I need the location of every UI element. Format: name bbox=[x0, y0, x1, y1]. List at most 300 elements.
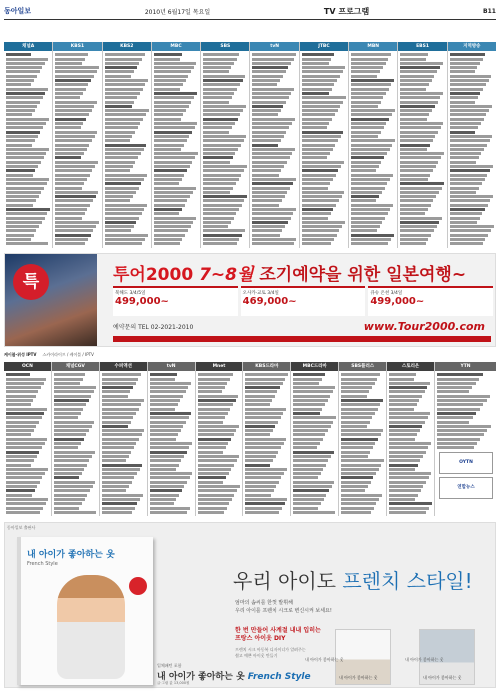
program-line bbox=[341, 378, 377, 381]
program-line bbox=[154, 53, 183, 56]
program-line bbox=[203, 109, 243, 112]
program-line bbox=[54, 378, 83, 381]
program-line bbox=[450, 212, 483, 215]
program-line bbox=[302, 79, 337, 82]
program-line bbox=[55, 79, 91, 82]
program-line bbox=[450, 208, 485, 211]
program-line bbox=[54, 373, 86, 376]
program-line bbox=[351, 122, 386, 125]
program-line bbox=[450, 83, 486, 86]
program-line bbox=[245, 502, 284, 505]
program-line bbox=[450, 221, 477, 224]
channel-column bbox=[52, 362, 100, 516]
program-line bbox=[341, 485, 368, 488]
program-line bbox=[302, 75, 340, 78]
program-line bbox=[293, 433, 325, 436]
program-line bbox=[341, 421, 370, 424]
program-line bbox=[102, 485, 129, 488]
program-line bbox=[450, 144, 487, 147]
program-line bbox=[150, 455, 184, 458]
program-line bbox=[6, 386, 41, 389]
program-line bbox=[302, 113, 335, 116]
program-line bbox=[203, 105, 246, 108]
program-line bbox=[400, 58, 425, 61]
program-line bbox=[302, 238, 334, 241]
program-line bbox=[302, 242, 331, 245]
program-line bbox=[198, 425, 239, 428]
program-line bbox=[400, 161, 438, 164]
book-title-ko: 내 아이가 좋아하는 옷 bbox=[157, 672, 245, 682]
program-line bbox=[6, 109, 35, 112]
program-line bbox=[198, 395, 239, 398]
channel-header: JTBC bbox=[300, 42, 348, 51]
program-listing bbox=[152, 51, 200, 245]
program-line bbox=[6, 208, 50, 211]
program-line bbox=[245, 511, 279, 514]
program-line bbox=[437, 412, 476, 415]
program-line bbox=[389, 468, 415, 471]
program-line bbox=[400, 144, 429, 147]
program-line bbox=[6, 390, 38, 393]
program-line bbox=[55, 148, 86, 151]
program-line bbox=[252, 217, 290, 220]
program-line bbox=[55, 58, 85, 61]
program-line bbox=[400, 169, 433, 172]
program-line bbox=[293, 459, 328, 462]
program-line bbox=[341, 403, 380, 406]
program-line bbox=[198, 502, 230, 505]
program-line bbox=[450, 234, 489, 237]
program-line bbox=[351, 208, 390, 211]
program-line bbox=[450, 105, 492, 108]
program-line bbox=[105, 204, 148, 207]
program-line bbox=[450, 165, 493, 168]
channel-column bbox=[250, 42, 299, 248]
program-line bbox=[389, 412, 430, 415]
program-line bbox=[54, 399, 89, 402]
program-line bbox=[105, 199, 131, 202]
program-line bbox=[154, 229, 188, 232]
program-line bbox=[203, 204, 242, 207]
program-line bbox=[150, 429, 181, 432]
program-line bbox=[154, 131, 192, 134]
program-line bbox=[198, 416, 226, 419]
program-line bbox=[302, 109, 338, 112]
program-line bbox=[55, 135, 94, 138]
program-line bbox=[389, 511, 426, 514]
program-line bbox=[150, 403, 178, 406]
program-line bbox=[102, 399, 144, 402]
program-line bbox=[341, 386, 372, 389]
program-line bbox=[252, 148, 295, 151]
ad-offer bbox=[113, 286, 238, 316]
book-note bbox=[235, 647, 306, 659]
program-line bbox=[154, 178, 182, 181]
program-line bbox=[102, 502, 138, 505]
program-line bbox=[351, 113, 392, 116]
program-line bbox=[341, 395, 366, 398]
cover-subtitle: French Style bbox=[27, 561, 58, 567]
program-line bbox=[6, 403, 31, 406]
channel-column bbox=[448, 42, 496, 248]
program-listing bbox=[448, 51, 496, 245]
program-line bbox=[400, 165, 435, 168]
program-line bbox=[252, 178, 295, 181]
program-line bbox=[150, 498, 177, 501]
program-line bbox=[293, 378, 322, 381]
program-line bbox=[293, 438, 322, 441]
program-line bbox=[6, 446, 42, 449]
offer-name: 북해도 3/4/5일 bbox=[115, 291, 146, 296]
program-line bbox=[351, 79, 394, 82]
program-line bbox=[302, 199, 339, 202]
program-line bbox=[54, 386, 97, 389]
program-line bbox=[252, 62, 291, 65]
program-line bbox=[252, 174, 278, 177]
program-line bbox=[400, 152, 443, 155]
channel-column bbox=[243, 362, 291, 516]
program-line bbox=[198, 511, 224, 514]
program-line bbox=[6, 187, 44, 190]
program-line bbox=[252, 83, 277, 86]
program-line bbox=[55, 217, 82, 220]
program-line bbox=[105, 182, 142, 185]
program-line bbox=[351, 195, 379, 198]
program-line bbox=[6, 144, 32, 147]
program-line bbox=[252, 88, 294, 91]
program-line bbox=[203, 199, 244, 202]
program-line bbox=[102, 425, 128, 428]
offer-name: 큐슈 온천 3/4일 bbox=[370, 291, 403, 296]
program-line bbox=[150, 416, 189, 419]
program-line bbox=[351, 161, 381, 164]
program-line bbox=[389, 416, 428, 419]
program-line bbox=[450, 92, 481, 95]
program-line bbox=[105, 144, 147, 147]
program-line bbox=[55, 70, 96, 73]
program-line bbox=[400, 53, 428, 56]
program-line bbox=[105, 161, 136, 164]
channel-header: OCN bbox=[4, 362, 51, 371]
program-line bbox=[341, 481, 370, 484]
program-line bbox=[245, 442, 283, 445]
program-line bbox=[450, 156, 479, 159]
program-line bbox=[154, 234, 185, 237]
channel-column bbox=[201, 42, 250, 248]
channel-logo-box: OYTN bbox=[439, 452, 493, 474]
program-line bbox=[105, 79, 148, 82]
program-line bbox=[6, 66, 42, 69]
program-line bbox=[105, 53, 145, 56]
program-line bbox=[437, 425, 491, 428]
page-header bbox=[4, 4, 496, 18]
program-line bbox=[351, 169, 376, 172]
program-line bbox=[245, 425, 275, 428]
program-line bbox=[302, 105, 341, 108]
program-line bbox=[55, 101, 97, 104]
program-line bbox=[6, 408, 47, 411]
program-line bbox=[302, 118, 332, 121]
program-line bbox=[6, 382, 44, 385]
program-line bbox=[105, 75, 132, 78]
program-line bbox=[102, 464, 142, 467]
headline-pre: 우리 아이도 bbox=[233, 569, 336, 593]
program-listing bbox=[387, 371, 434, 514]
program-line bbox=[105, 187, 139, 190]
program-line bbox=[351, 126, 384, 129]
program-line bbox=[341, 429, 383, 432]
program-line bbox=[6, 373, 30, 376]
copy-line: 엄마의 솜씨를 한껏 발휘해 bbox=[235, 600, 293, 606]
program-line bbox=[203, 58, 237, 61]
program-line bbox=[389, 395, 422, 398]
program-line bbox=[293, 412, 319, 415]
program-line bbox=[154, 105, 189, 108]
program-line bbox=[245, 421, 277, 424]
program-line bbox=[252, 204, 279, 207]
program-line bbox=[54, 433, 86, 436]
program-line bbox=[154, 217, 196, 220]
program-line bbox=[400, 204, 430, 207]
program-line bbox=[351, 66, 383, 69]
program-line bbox=[341, 476, 373, 479]
program-line bbox=[389, 455, 423, 458]
program-line bbox=[400, 126, 440, 129]
program-line bbox=[341, 373, 380, 376]
program-line bbox=[302, 221, 345, 224]
program-line bbox=[6, 476, 42, 479]
program-line bbox=[252, 221, 287, 224]
program-line bbox=[341, 451, 370, 454]
program-line bbox=[6, 156, 44, 159]
program-line bbox=[351, 204, 393, 207]
program-line bbox=[6, 152, 46, 155]
program-line bbox=[105, 88, 143, 91]
program-line bbox=[389, 421, 425, 424]
program-line bbox=[198, 485, 240, 488]
program-line bbox=[302, 122, 330, 125]
program-line bbox=[154, 113, 183, 116]
program-line bbox=[389, 403, 417, 406]
program-line bbox=[203, 118, 237, 121]
program-line bbox=[6, 242, 48, 245]
program-line bbox=[55, 195, 95, 198]
program-line bbox=[203, 234, 242, 237]
book-tag: 입체패턴 포함 bbox=[157, 663, 182, 668]
program-line bbox=[55, 238, 88, 241]
program-line bbox=[293, 498, 323, 501]
program-line bbox=[252, 182, 292, 185]
program-line bbox=[302, 144, 336, 147]
program-line bbox=[389, 390, 425, 393]
program-line bbox=[154, 174, 184, 177]
program-line bbox=[105, 229, 131, 232]
program-line bbox=[54, 511, 96, 514]
program-line bbox=[55, 178, 87, 181]
program-line bbox=[55, 122, 83, 125]
program-line bbox=[150, 507, 190, 510]
program-line bbox=[341, 498, 379, 501]
program-line bbox=[450, 229, 491, 232]
program-line bbox=[105, 135, 133, 138]
offer-price: 499,000~ bbox=[370, 296, 425, 307]
program-line bbox=[6, 489, 35, 492]
program-line bbox=[54, 442, 81, 445]
program-line bbox=[389, 451, 425, 454]
program-line bbox=[54, 451, 95, 454]
ad-offers bbox=[113, 286, 493, 316]
program-listing bbox=[250, 51, 298, 245]
program-line bbox=[105, 212, 142, 215]
program-line bbox=[389, 507, 429, 510]
program-line bbox=[55, 139, 92, 142]
program-line bbox=[400, 131, 438, 134]
program-line bbox=[302, 152, 330, 155]
program-line bbox=[302, 101, 343, 104]
program-line bbox=[198, 390, 223, 393]
channel-column bbox=[103, 42, 152, 248]
program-line bbox=[154, 199, 188, 202]
program-line bbox=[55, 212, 84, 215]
program-line bbox=[203, 83, 240, 86]
program-line bbox=[55, 191, 98, 194]
program-line bbox=[389, 472, 431, 475]
program-line bbox=[55, 182, 84, 185]
program-line bbox=[154, 96, 194, 99]
program-line bbox=[252, 169, 281, 172]
program-line bbox=[293, 489, 329, 492]
program-line bbox=[450, 178, 485, 181]
channel-column bbox=[53, 42, 102, 248]
program-line bbox=[450, 58, 483, 61]
channel-header: SBS플러스 bbox=[339, 362, 386, 371]
program-line bbox=[351, 75, 377, 78]
program-line bbox=[351, 109, 394, 112]
program-line bbox=[55, 165, 95, 168]
program-line bbox=[245, 395, 274, 398]
program-line bbox=[450, 62, 480, 65]
program-line bbox=[437, 416, 473, 419]
program-line bbox=[203, 174, 241, 177]
program-line bbox=[102, 511, 132, 514]
program-line bbox=[54, 485, 93, 488]
note-line: 쉽고 예쁜 아이옷 만들기 bbox=[235, 653, 278, 658]
program-line bbox=[293, 382, 319, 385]
tv-schedule-grid bbox=[4, 42, 496, 248]
program-line bbox=[54, 481, 95, 484]
program-line bbox=[203, 217, 233, 220]
program-line bbox=[389, 399, 419, 402]
program-line bbox=[302, 70, 343, 73]
program-line bbox=[6, 485, 37, 488]
program-line bbox=[351, 83, 391, 86]
headline-accent: 프렌치 스타일! bbox=[342, 569, 473, 593]
cable-section-header bbox=[4, 352, 496, 360]
ad-bottom-bar bbox=[113, 336, 491, 342]
program-line bbox=[302, 62, 329, 65]
program-line bbox=[341, 507, 373, 510]
program-line bbox=[102, 378, 138, 381]
channel-header: 지역방송 bbox=[448, 42, 496, 51]
ad-brand: 투어2000 bbox=[113, 265, 194, 285]
program-line bbox=[252, 156, 289, 159]
program-listing bbox=[349, 51, 397, 245]
program-line bbox=[450, 75, 492, 78]
program-line bbox=[389, 481, 426, 484]
program-line bbox=[389, 485, 423, 488]
channel-header: KBS1 bbox=[53, 42, 101, 51]
program-line bbox=[54, 408, 83, 411]
channel-column bbox=[152, 42, 201, 248]
program-line bbox=[102, 455, 129, 458]
program-line bbox=[54, 472, 82, 475]
program-line bbox=[55, 242, 85, 245]
program-line bbox=[105, 118, 144, 121]
program-line bbox=[55, 234, 90, 237]
program-line bbox=[203, 156, 232, 159]
program-line bbox=[55, 229, 93, 232]
program-line bbox=[6, 131, 40, 134]
program-line bbox=[6, 169, 35, 172]
program-line bbox=[437, 386, 472, 389]
program-line bbox=[293, 399, 327, 402]
program-line bbox=[54, 502, 82, 505]
program-line bbox=[203, 96, 232, 99]
book-cover bbox=[17, 537, 153, 685]
program-line bbox=[203, 126, 232, 129]
program-line bbox=[102, 373, 141, 376]
channel-column bbox=[339, 362, 387, 516]
program-line bbox=[54, 421, 94, 424]
mini-book-caption-1: 내 아이가 좋아하는 옷 bbox=[305, 657, 344, 662]
ad-dates: 7~8월 bbox=[199, 265, 254, 285]
program-line bbox=[154, 148, 181, 151]
program-line bbox=[105, 113, 146, 116]
program-line bbox=[252, 101, 286, 104]
program-line bbox=[351, 229, 377, 232]
channel-column bbox=[398, 42, 447, 248]
program-line bbox=[154, 204, 185, 207]
program-line bbox=[6, 234, 34, 237]
program-line bbox=[302, 148, 333, 151]
program-line bbox=[389, 433, 417, 436]
program-line bbox=[150, 395, 183, 398]
program-line bbox=[203, 62, 234, 65]
program-line bbox=[154, 58, 180, 61]
program-line bbox=[55, 152, 84, 155]
program-line bbox=[6, 229, 36, 232]
program-line bbox=[400, 221, 439, 224]
program-line bbox=[154, 221, 193, 224]
program-line bbox=[6, 83, 31, 86]
program-line bbox=[400, 109, 432, 112]
program-line bbox=[252, 109, 280, 112]
program-line bbox=[102, 438, 139, 441]
program-line bbox=[203, 229, 245, 232]
program-line bbox=[55, 83, 88, 86]
program-line bbox=[150, 412, 192, 415]
program-line bbox=[252, 79, 280, 82]
program-line bbox=[203, 131, 229, 134]
program-line bbox=[105, 92, 140, 95]
program-line bbox=[302, 191, 345, 194]
program-line bbox=[6, 178, 49, 181]
program-line bbox=[6, 421, 39, 424]
program-line bbox=[105, 126, 138, 129]
program-line bbox=[341, 446, 373, 449]
program-line bbox=[293, 416, 336, 419]
program-line bbox=[389, 429, 420, 432]
